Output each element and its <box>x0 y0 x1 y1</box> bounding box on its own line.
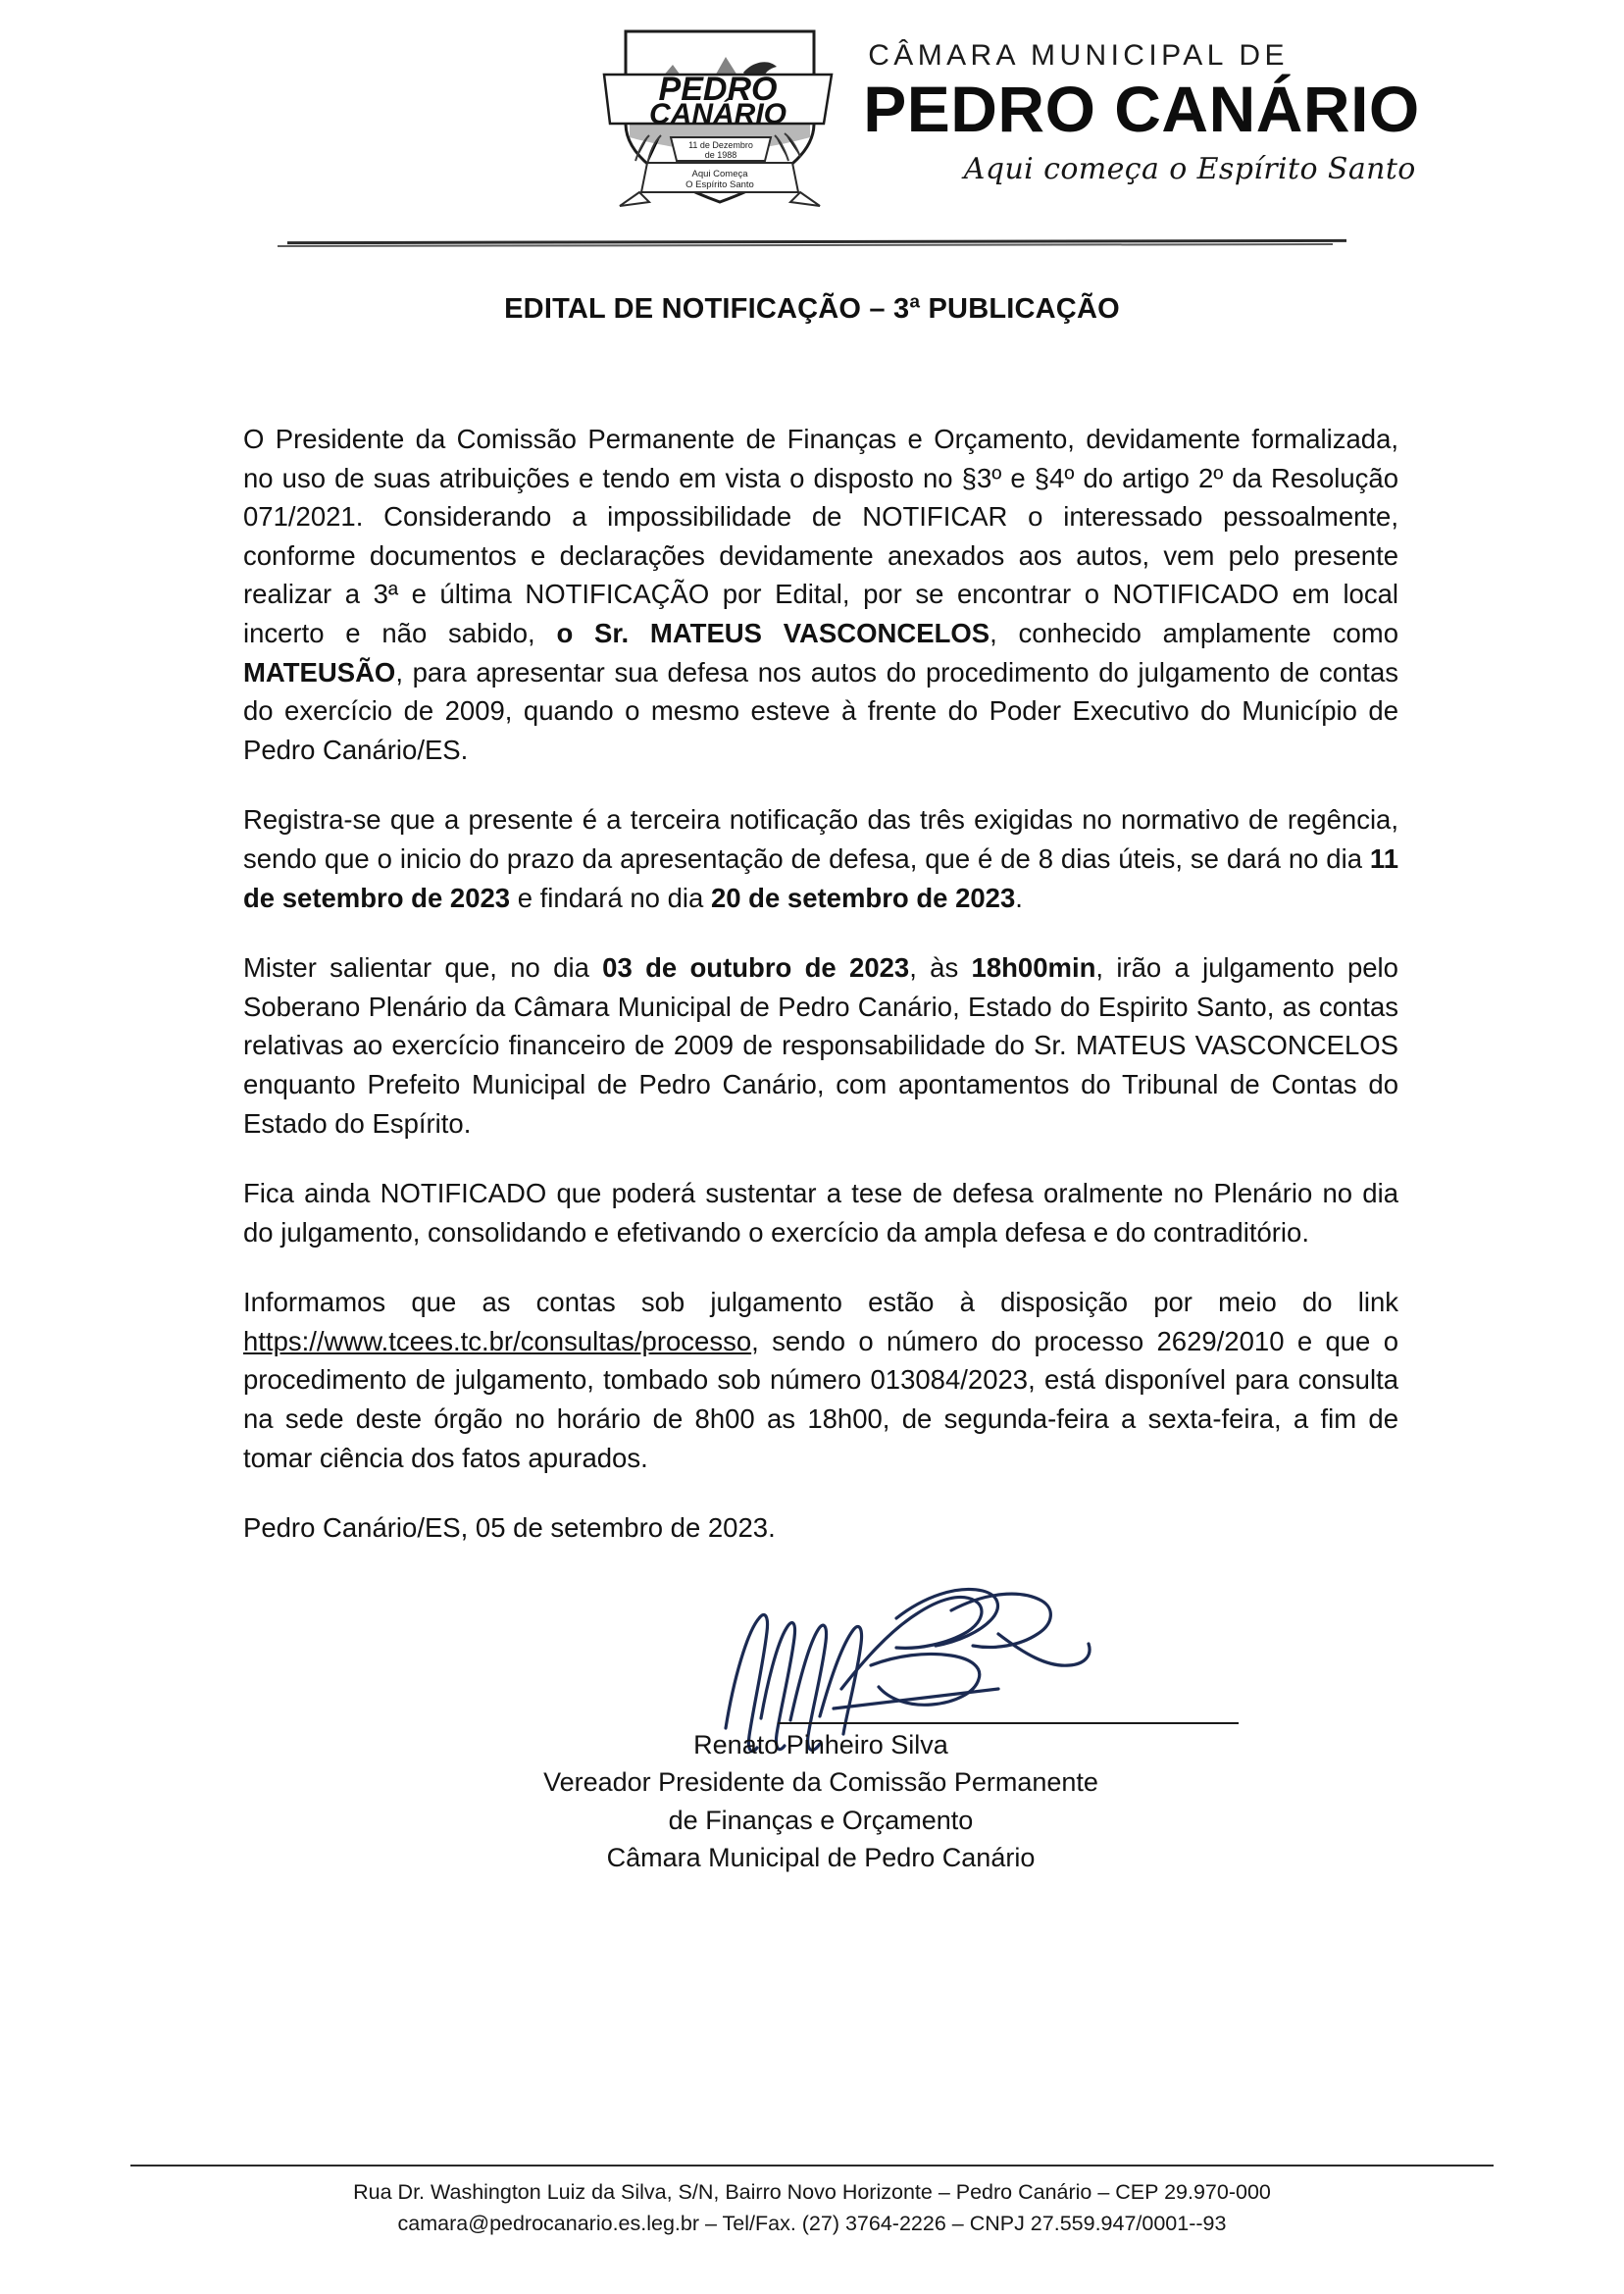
paragraph-3-text-a: Mister salientar que, no dia <box>243 952 603 984</box>
footer-contact: camara@pedrocanario.es.leg.br – Tel/Fax. (27) 3764-2226 – CNPJ 27.559.947/0001--93 <box>397 2211 1227 2235</box>
signatory-role-line-2: de Finanças e Orçamento <box>668 1805 974 1835</box>
paragraph-3 <box>243 948 1398 1143</box>
paragraph-1-text-a: O Presidente da Comissão Permanente de Finanças e Orçamento, devidamente formalizada, no uso de suas atribuições e tendo em vista o disposto no §3º e §4º do artigo 2º da Resolução 071/2021. Considerando a impossibilidade de NOTIFICAR o interessado pessoalmente, conforme documentos e declarações devidamente anexados aos autos, vem pelo presente realizar a 3ª e última NOTIFICAÇÃO por Edital, por se encontrar o NOTIFICADO em local incerto e não sabido, <box>243 424 1398 648</box>
masthead-line-camara: CÂMARA MUNICIPAL DE <box>868 39 1289 72</box>
document-header <box>0 0 1624 225</box>
paragraph-2-bold-end-date: 20 de setembro de 2023 <box>710 882 1016 913</box>
document-body <box>226 420 1398 1872</box>
svg-text:PEDRO: PEDRO <box>658 71 778 108</box>
svg-text:O Espírito Santo: O Espírito Santo <box>685 179 755 190</box>
paragraph-5 <box>243 1283 1398 1477</box>
paragraph-5-text-a: Informamos que as contas sob julgamento estão à disposição por meio do link <box>243 1287 1398 1318</box>
header-divider <box>278 240 1346 246</box>
city-crest-logo <box>596 14 841 225</box>
paragraph-2 <box>243 800 1398 917</box>
masthead <box>863 14 1420 186</box>
place-and-date: Pedro Canário/ES, 05 de setembro de 2023. <box>243 1512 776 1544</box>
svg-text:de 1988: de 1988 <box>704 150 737 160</box>
svg-text:Aqui Começa: Aqui Começa <box>691 169 748 179</box>
paragraph-1-text-b: , conhecido amplamente como <box>990 617 1398 648</box>
paragraph-1-bold-name: o Sr. MATEUS VASCONCELOS <box>556 617 990 648</box>
signature-rule <box>778 1722 1239 1724</box>
signatory-name: Renato Pinheiro Silva <box>693 1729 948 1759</box>
masthead-line-city: PEDRO CANÁRIO <box>863 73 1420 145</box>
paragraph-2-text-b: e findará no dia <box>510 882 711 913</box>
paragraph-5-text-b: , sendo o número do processo 2629/2010 e que o procedimento de julgamento, tombado sob número 013084/2023, está disponível para consulta na sede deste órgão no horário de 8h00 as 18h00, de segunda-feira a sexta-feira, a fim de tomar ciência dos fatos apurados. <box>243 1325 1398 1473</box>
paragraph-2-text-c: . <box>1015 882 1023 913</box>
paragraph-1-bold-nickname: MATEUSÃO <box>243 656 396 688</box>
tcees-process-link[interactable]: https://www.tcees.tc.br/consultas/processo <box>243 1325 752 1356</box>
svg-text:CANÁRIO: CANÁRIO <box>649 98 787 130</box>
document-footer <box>0 2165 1624 2240</box>
signatory-role-line-1: Vereador Presidente da Comissão Permanente <box>543 1767 1098 1798</box>
paragraph-3-bold-session-time: 18h00min <box>971 952 1096 984</box>
page-title: EDITAL DE NOTIFICAÇÃO – 3ª PUBLICAÇÃO <box>504 293 1120 325</box>
paragraph-2-text-a: Registra-se que a presente é a terceira notificação das três exigidas no normativo de regência, sendo que o inicio do prazo da apresentação de defesa, que é de 8 dias úteis, se dará no dia <box>243 804 1398 874</box>
signature-names <box>243 1726 1398 1876</box>
footer-address: Rua Dr. Washington Luiz da Silva, S/N, Bairro Novo Horizonte – Pedro Canário – CEP 29.970-000 <box>353 2179 1271 2204</box>
paragraph-1 <box>243 420 1398 769</box>
masthead-slogan: Aqui começa o Espírito Santo <box>963 152 1416 187</box>
signatory-role-line-3: Câmara Municipal de Pedro Canário <box>606 1842 1036 1872</box>
svg-text:11 de Dezembro: 11 de Dezembro <box>688 140 754 150</box>
paragraph-2-bold-start-date: 11 de setembro de 2023 <box>243 842 1398 913</box>
paragraph-3-text-b: , às <box>909 952 972 984</box>
signature-block <box>243 1571 1398 1872</box>
paragraph-4: Fica ainda NOTIFICADO que poderá sustentar a tese de defesa oralmente no Plenário no dia do julgamento, consolidando e efetivando o exercício da ampla defesa e do contraditório. <box>243 1178 1398 1248</box>
paragraph-1-text-c: , para apresentar sua defesa nos autos do procedimento do julgamento de contas do exercício de 2009, quando o mesmo esteve à frente do Poder Executivo do Município de Pedro Canário/ES. <box>243 656 1398 765</box>
paragraph-3-text-c: , irão a julgamento pelo Soberano Plenário da Câmara Municipal de Pedro Canário, Estado do Espirito Santo, as contas relativas ao exercício financeiro de 2009 de responsabilidade do Sr. MATEUS VASCONCELOS enquanto Prefeito Municipal de Pedro Canário, com apontamentos do Tribunal de Contas do Estado do Espírito. <box>243 952 1398 1139</box>
footer-divider <box>130 2165 1494 2167</box>
paragraph-3-bold-session-date: 03 de outubro de 2023 <box>602 952 910 984</box>
